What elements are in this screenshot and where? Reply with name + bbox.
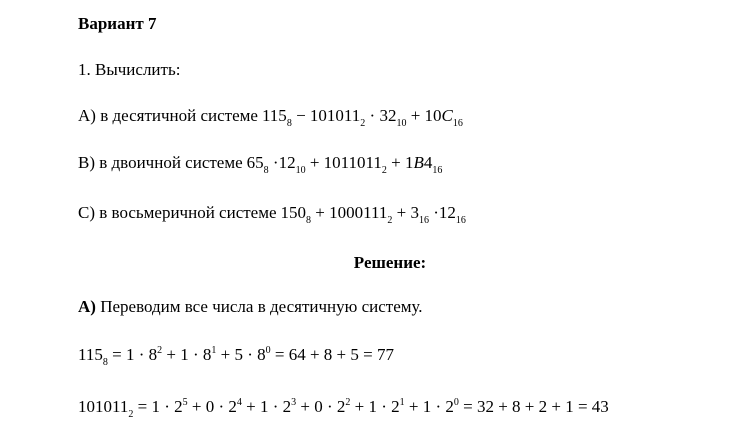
exponent: 0: [453, 397, 459, 408]
formula-term: 150: [280, 203, 307, 222]
base-subscript: 16: [432, 165, 443, 176]
formula: [280, 203, 466, 226]
item-a: [78, 106, 463, 129]
formula: [78, 345, 394, 368]
formula-term: + 3: [392, 203, 419, 222]
formula-term: + 1: [386, 153, 414, 172]
item-label: А) в десятичной системе: [78, 106, 258, 125]
formula-term: + 10: [406, 106, 442, 125]
step-text: Переводим все числа в десятичную систему.: [95, 297, 423, 316]
formula-term: + 1 · 2: [404, 397, 454, 416]
formula-term: + 1000111: [311, 203, 388, 222]
base-subscript: 10: [295, 165, 306, 176]
formula-term: + 5 · 8: [216, 345, 266, 364]
exponent: 4: [236, 397, 242, 408]
formula-term: C: [441, 106, 453, 125]
base-subscript: 2: [360, 118, 366, 129]
base-subscript: 16: [452, 118, 463, 129]
calc-line-2: [78, 397, 609, 420]
base-subscript: 2: [128, 409, 134, 420]
calc-line-1: [78, 345, 394, 368]
formula-term: + 0 · 2: [187, 397, 237, 416]
base-subscript: 8: [263, 165, 269, 176]
exponent: 5: [182, 397, 188, 408]
formula-term: + 1 · 2: [241, 397, 292, 416]
formula-term: B: [413, 153, 424, 172]
item-label: B) в двоичной системе: [78, 153, 243, 172]
formula-term: 65: [246, 153, 264, 172]
exponent: 0: [265, 345, 271, 356]
formula-term: 115: [78, 345, 103, 364]
exponent: 2: [157, 345, 163, 356]
base-subscript: 16: [418, 215, 429, 226]
formula-term: = 1 · 2: [133, 397, 183, 416]
formula: [261, 106, 463, 129]
item-c: [78, 203, 466, 226]
base-subscript: 8: [286, 118, 292, 129]
formula-term: = 1 · 8: [107, 345, 158, 364]
base-subscript: 8: [306, 215, 312, 226]
formula: [78, 397, 609, 420]
step-label: А): [78, 297, 96, 316]
formula-term: ·12: [428, 203, 456, 222]
task-heading: 1. Вычислить:: [78, 60, 181, 79]
formula-term: 115: [261, 106, 287, 125]
exponent: 3: [291, 397, 297, 408]
formula-term: 101011: [78, 397, 129, 416]
formula-term: 4: [423, 153, 433, 172]
exponent: 1: [399, 397, 405, 408]
formula-term: · 32: [365, 106, 397, 125]
variant-title: Вариант 7: [78, 14, 157, 33]
formula-term: + 1 · 8: [162, 345, 212, 364]
formula-term: = 32 + 8 + 2 + 1 = 43: [458, 397, 609, 416]
base-subscript: 2: [381, 165, 387, 176]
formula-term: ·12: [268, 153, 296, 172]
formula: [246, 153, 443, 176]
exponent: 1: [211, 345, 217, 356]
base-subscript: 16: [455, 215, 466, 226]
base-subscript: 8: [102, 357, 108, 368]
base-subscript: 2: [387, 215, 393, 226]
formula-term: − 101011: [291, 106, 361, 125]
item-label: C) в восьмеричной системе: [78, 203, 277, 222]
formula-term: + 0 · 2: [296, 397, 346, 416]
step-a: [78, 297, 423, 317]
formula-term: + 1011011: [305, 153, 382, 172]
item-b: [78, 153, 442, 176]
exponent: 2: [345, 397, 351, 408]
formula-term: + 1 · 2: [350, 397, 400, 416]
solution-heading: Решение:: [353, 253, 427, 272]
formula-term: = 64 + 8 + 5 = 77: [270, 345, 394, 364]
base-subscript: 10: [396, 118, 407, 129]
